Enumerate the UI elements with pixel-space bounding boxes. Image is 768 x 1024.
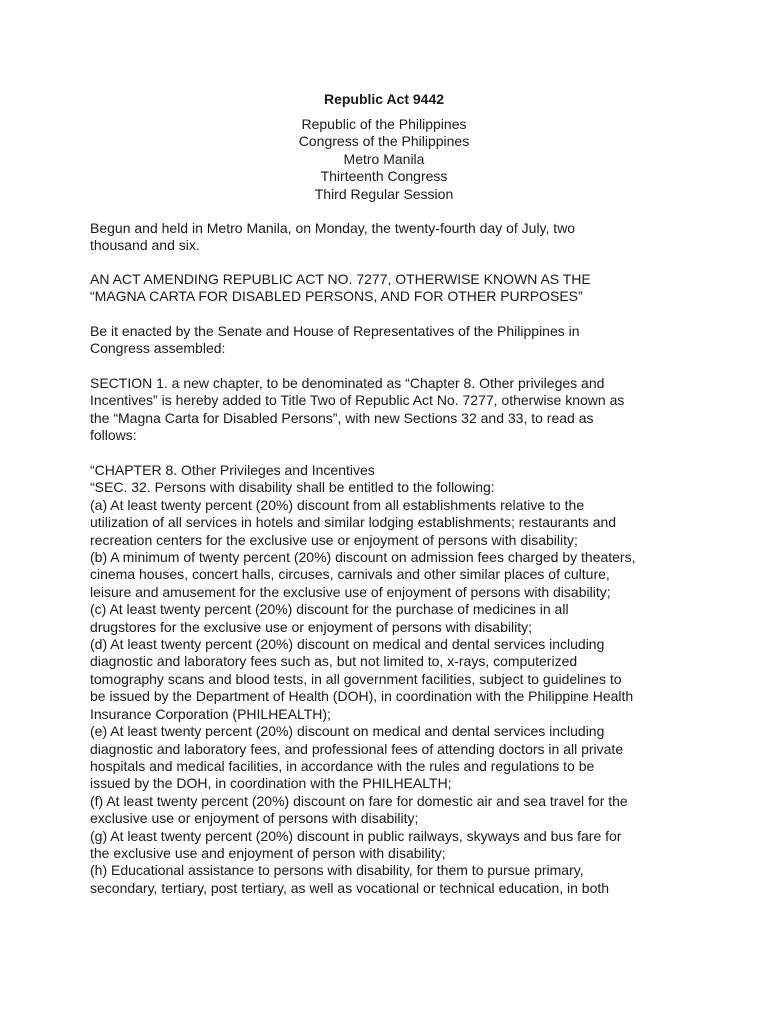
text-line: (b) A minimum of twenty percent (20%) discount on admission fees charged by theaters, [90,549,636,566]
text-line: (e) At least twenty percent (20%) discount on medical and dental services including [90,723,605,740]
header-line-congress-number: Thirteenth Congress [320,168,448,185]
chapter-8 [90,462,690,897]
text-line: diagnostic and laboratory fees, and professional fees of attending doctors in all private [90,740,624,757]
text-line: (g) At least twenty percent (20%) discount in public railways, skyways and bus fare for [90,827,622,844]
act-title [90,271,690,306]
header-line-location: Metro Manila [343,150,425,167]
enacting-clause [90,323,690,358]
header-line-congress: Congress of the Philippines [298,133,470,150]
text-line: diagnostic and laboratory fees such as, but not limited to, x-rays, computerized [90,653,578,670]
text-line: Congress assembled: [90,340,226,357]
header-line-republic: Republic of the Philippines [301,116,467,132]
text-line: hospitals and medical facilities, in accordance with the rules and regulations to be [90,757,595,774]
text-line: drugstores for the exclusive use or enjoyment of persons with disability; [90,618,532,635]
chapter-heading: “CHAPTER 8. Other Privileges and Incentives [90,462,375,478]
section-heading: “SEC. 32. Persons with disability shall be entitled to the following: [90,479,495,496]
document-title: Republic Act 9442 [323,91,445,107]
text-line: utilization of all services in hotels and similar lodging establishments; restaurants and [90,514,617,531]
text-line: Begun and held in Metro Manila, on Monday, the twenty-fourth day of July, two [90,220,576,236]
text-line: the “Magna Carta for Disabled Persons”, with new Sections 32 and 33, to read as [90,409,594,426]
text-line: recreation centers for the exclusive use or enjoyment of persons with disability; [90,531,578,548]
text-line: Insurance Corporation (PHILHEALTH); [90,705,331,722]
text-line: (f) At least twenty percent (20%) discount on fare for domestic air and sea travel for the [90,792,628,809]
text-line: follows: [90,427,137,444]
text-line: leisure and amusement for the exclusive use of enjoyment of persons with disability; [90,583,611,600]
text-line: SECTION 1. a new chapter, to be denominated as “Chapter 8. Other privileges and [90,375,605,391]
text-line: “MAGNA CARTA FOR DISABLED PERSONS, AND FOR OTHER PURPOSES” [90,288,583,305]
text-line: be issued by the Department of Health (DOH), in coordination with the Philippine Health [90,688,634,705]
text-line: Incentives” is hereby added to Title Two of Republic Act No. 7277, otherwise known as [90,392,625,409]
text-line: exclusive use or enjoyment of persons with disability; [90,810,419,827]
text-line: AN ACT AMENDING REPUBLIC ACT NO. 7277, OTHERWISE KNOWN AS THE [90,271,591,287]
text-line: cinema houses, concert halls, circuses, carnivals and other similar places of culture, [90,566,610,583]
text-line: Be it enacted by the Senate and House of Representatives of the Philippines in [90,323,580,339]
text-line: thousand and six. [90,237,200,254]
text-line: secondary, tertiary, post tertiary, as well as vocational or technical education, in both [90,879,610,896]
text-line: (d) At least twenty percent (20%) discount on medical and dental services including [90,636,605,653]
text-line: tomography scans and blood tests, in all government facilities, subject to guidelines to [90,670,622,687]
text-line: the exclusive use and enjoyment of person with disability; [90,844,446,861]
text-line: (h) Educational assistance to persons with disability, for them to pursue primary, [90,862,584,879]
section-1 [90,375,690,445]
header-line-session: Third Regular Session [314,185,454,202]
text-line: (c) At least twenty percent (20%) discount for the purchase of medicines in all [90,601,569,618]
text-line: issued by the DOH, in coordination with the PHILHEALTH; [90,775,452,792]
document-header [0,116,768,203]
text-line: (a) At least twenty percent (20%) discount from all establishments relative to the [90,496,585,513]
begun-paragraph [90,220,690,255]
